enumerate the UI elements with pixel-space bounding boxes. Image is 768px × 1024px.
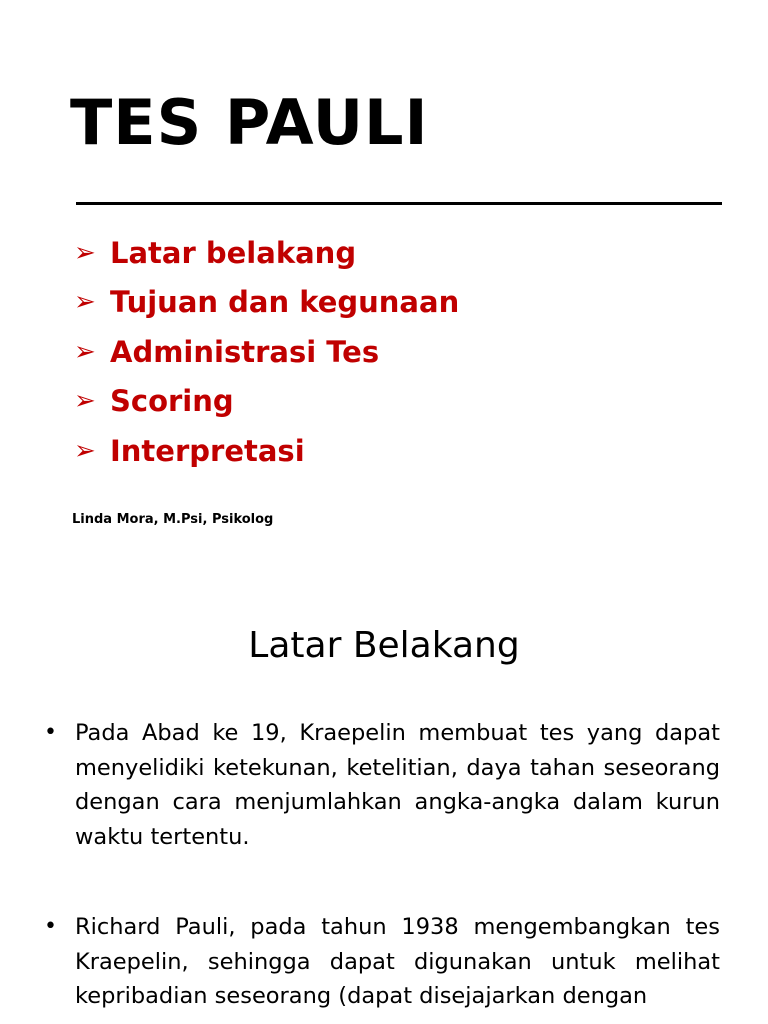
paragraph-text: Pada Abad ke 19, Kraepelin membuat tes yang dapat menyelidiki ketekunan, ketelitian, daya tahan seseorang dengan cara menjumlahkan angka-angka dalam kurun waktu tertentu. bbox=[75, 720, 720, 850]
arrow-bullet-icon: ➢ bbox=[74, 237, 96, 268]
slide-latar-belakang bbox=[0, 566, 768, 1024]
paragraph-pauli bbox=[44, 910, 720, 1014]
topic-label: Tujuan dan kegunaan bbox=[110, 285, 460, 320]
topic-label: Administrasi Tes bbox=[110, 334, 380, 369]
paragraph-kraepelin bbox=[44, 716, 720, 854]
arrow-bullet-icon: ➢ bbox=[74, 287, 96, 318]
topic-item-administrasi bbox=[74, 327, 459, 377]
author-credit: Linda Mora, M.Psi, Psikolog bbox=[72, 512, 274, 527]
topic-item-latar-belakang bbox=[74, 228, 459, 278]
slide-title: TES PAULI bbox=[70, 86, 429, 159]
topic-label: Latar belakang bbox=[110, 235, 357, 270]
topic-list bbox=[74, 228, 459, 476]
topic-item-tujuan bbox=[74, 278, 459, 328]
topic-label: Interpretasi bbox=[110, 433, 305, 468]
bullet-dot-icon: • bbox=[44, 914, 57, 939]
paragraph-text: Richard Pauli, pada tahun 1938 mengembangkan tes Kraepelin, sehingga dapat digunakan untuk melihat kepribadian seseorang (dapat disejajarkan dengan bbox=[75, 914, 720, 1009]
arrow-bullet-icon: ➢ bbox=[74, 386, 96, 417]
topic-item-scoring bbox=[74, 377, 459, 427]
bullet-dot-icon: • bbox=[44, 720, 57, 745]
slide-heading: Latar Belakang bbox=[248, 625, 520, 666]
topic-label: Scoring bbox=[110, 384, 234, 419]
title-divider bbox=[76, 202, 722, 205]
topic-item-interpretasi bbox=[74, 426, 459, 476]
arrow-bullet-icon: ➢ bbox=[74, 435, 96, 466]
arrow-bullet-icon: ➢ bbox=[74, 336, 96, 367]
